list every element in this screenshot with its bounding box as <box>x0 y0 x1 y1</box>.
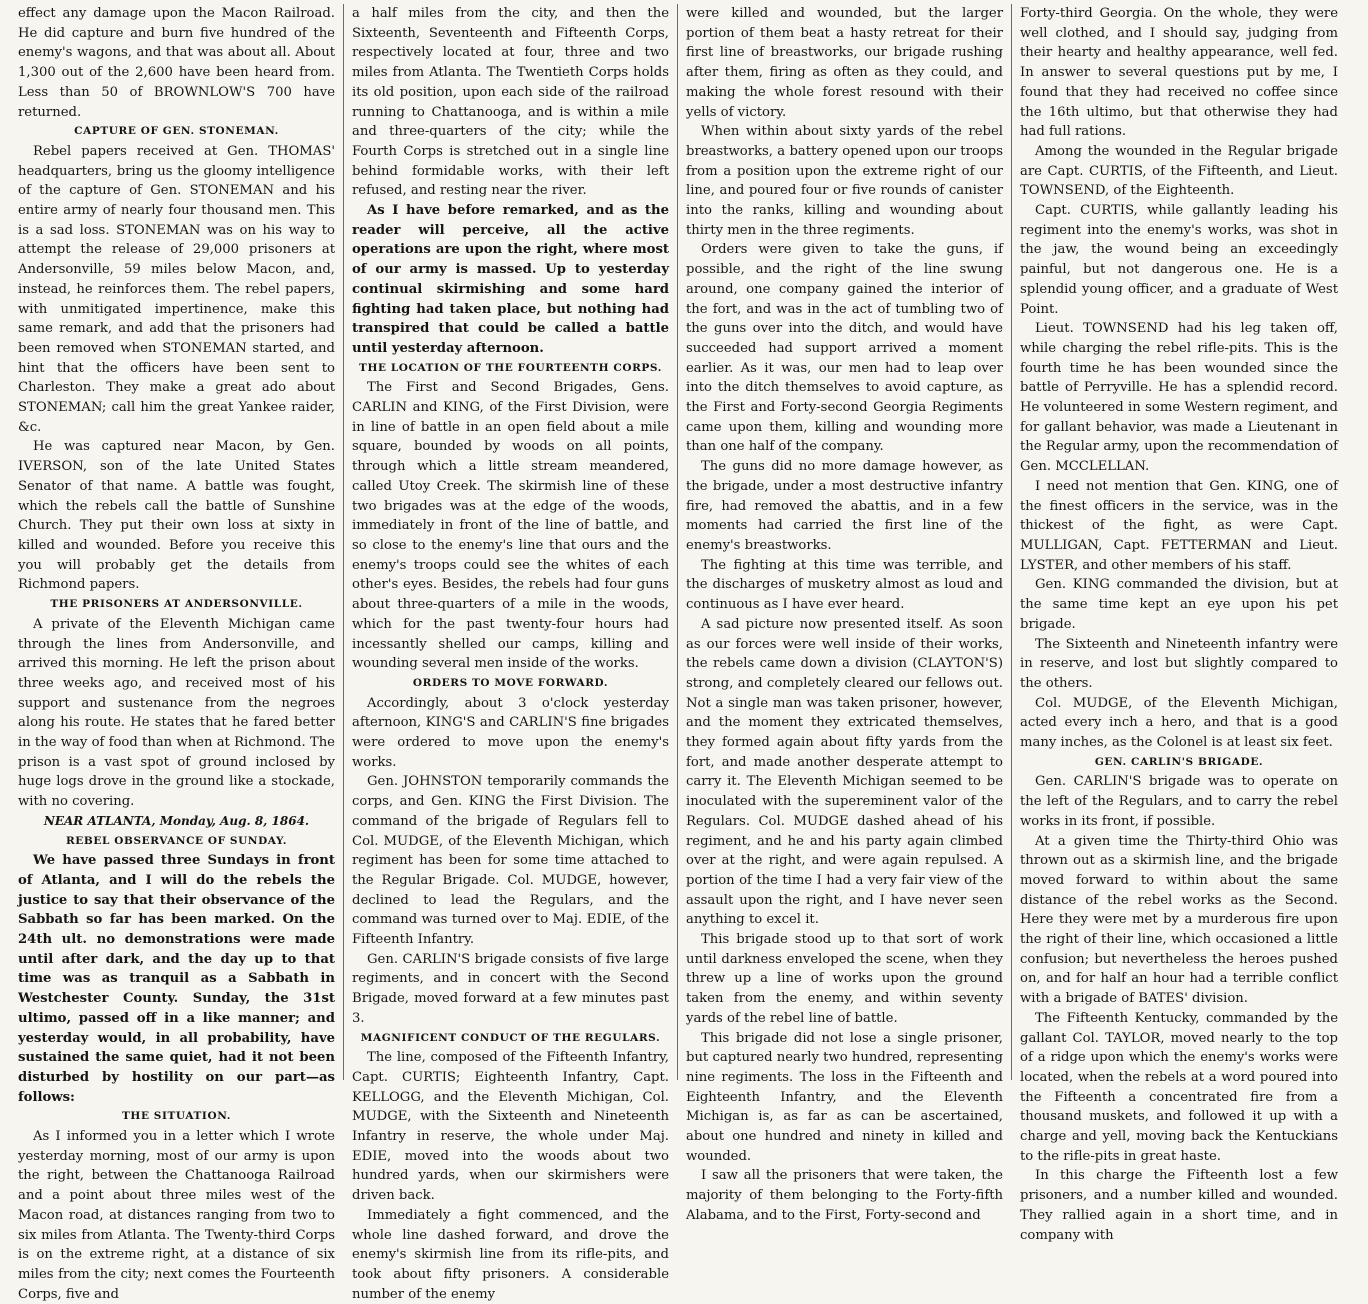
paragraph: Col. MUDGE, of the Eleventh Michigan, acted every inch a hero, and that is a good many inches, as the Colonel is at least six feet. <box>1020 695 1338 751</box>
section-heading: THE PRISONERS AT ANDERSONVILLE. <box>50 598 303 611</box>
paragraph: The guns did no more damage however, as the brigade, under a most destructive infantry fire, had removed the abattis, and in a few moments had carried the first line of the enemy's breastworks. <box>686 459 1003 553</box>
paragraph: The Sixteenth and Nineteenth infantry were in reserve, and lost but slightly compared to the others. <box>1020 636 1338 691</box>
paragraph: Capt. CURTIS, while gallantly leading his regiment into the enemy's works, was shot in the jaw, the wound being an exceedingly painful, but not dangerous one. He is a splendid young officer, and a graduate of West Point. <box>1020 203 1338 317</box>
continued-paragraph: Forty-third Georgia. On the whole, they were well clothed, and I should say, judging from their hearty and healthy appearance, well fed. In answer to several questions put by me, I found that they had received no coffee since the 16th ultimo, but that otherwise they had had full rations. <box>1020 6 1338 140</box>
section-heading: GEN. CARLIN'S BRIGADE. <box>1094 755 1264 768</box>
paragraph: He was captured near Macon, by Gen. IVERSON, son of the late United States Senator of that name. A battle was fought, which the rebels call the battle of Sunshine Church. They put their own loss at sixty in killed and wounded. Before you receive this you will probably get the details from Richmond papers. <box>18 439 335 593</box>
section-heading: ORDERS TO MOVE FORWARD. <box>412 676 609 689</box>
paragraph: The fighting at this time was terrible, and the discharges of musketry almost as loud and continuous as I have ever heard. <box>686 557 1003 613</box>
paragraph: I saw all the prisoners that were taken, the majority of them belonging to the Forty-fifth Alabama, and to the First, Forty-second and <box>686 1168 1003 1223</box>
section-heading: CAPTURE OF GEN. STONEMAN. <box>74 125 279 138</box>
dateline: NEAR ATLANTA, Monday, Aug. 8, 1864. <box>43 813 310 828</box>
section-heading: THE SITUATION. <box>122 1110 231 1123</box>
paragraph: Accordingly, about 3 o'clock yesterday afternoon, KING'S and CARLIN'S fine brigades were ordered to move upon the enemy's works. <box>352 695 669 770</box>
paragraph: Gen. KING commanded the division, but at the same time kept an eye upon his pet brigade. <box>1020 577 1338 632</box>
paragraph: Gen. CARLIN'S brigade was to operate on the left of the Regulars, and to carry the rebel works in its front, if possible. <box>1020 774 1338 829</box>
paragraph: Gen. CARLIN'S brigade consists of five large regiments, and in concert with the Second Brigade, moved forward at a few minutes past 3. <box>352 951 669 1026</box>
paragraph: When within about sixty yards of the rebel breastworks, a battery opened upon our troops from a position upon the extreme right of our line, and poured four or five rounds of canister into the ranks, killing and wounding about thirty men in the three regiments. <box>686 124 1003 238</box>
section-heading: MAGNIFICENT CONDUCT OF THE REGULARS. <box>360 1031 661 1044</box>
paragraph: We have passed three Sundays in front of Atlanta, and I will do the rebels the justice to say that their observance of the Sabbath so far has been marked. On the 24th ult. no demonstrations were made until after dark, and the day up to that time was as tranquil as a Sabbath in Westchester County. Sunday, the 31st ultimo, passed off in a like manner; and yesterday would, in all probability, have sustained the same quiet, had it not been disturbed by hostility on our part—as follows: <box>18 853 335 1105</box>
paragraph: This brigade stood up to that sort of work until darkness enveloped the scene, when they threw up a line of works upon the ground taken from the enemy, and within seventy yards of the rebel line of battle. <box>686 932 1003 1026</box>
section-heading: THE LOCATION OF THE FOURTEENTH CORPS. <box>359 361 662 374</box>
paragraph: Among the wounded in the Regular brigade are Capt. CURTIS, of the Fifteenth, and Lieut. TOWNSEND, of the Eighteenth. <box>1020 143 1338 199</box>
column-2 <box>344 4 678 1302</box>
paragraph: Gen. JOHNSTON temporarily commands the corps, and Gen. KING the First Division. The command of the brigade of Regulars fell to Col. MUDGE, of the Eleventh Michigan, which regiment has been for some time attached to the Regular Brigade. Col. MUDGE, however, declined to lead the Regulars, and the command was turned over to Maj. EDIE, of the Fifteenth Infantry. <box>352 774 669 948</box>
paragraph: I need not mention that Gen. KING, one of the finest officers in the service, was in the thickest of the fight, as were Capt. MULLIGAN, Capt. FETTERMAN and Lieut. LYSTER, and other members of his staff. <box>1020 478 1338 573</box>
paragraph: Rebel papers received at Gen. THOMAS' headquarters, bring us the gloomy intelligence of the capture of Gen. STONEMAN and his entire army of nearly four thousand men. This is a sad loss. STONEMAN was on his way to attempt the release of 29,000 prisoners at Andersonville, 59 miles below Macon, and, instead, he reinforces them. The rebel papers, with unmitigated impertinence, make this same remark, and add that the prisoners had been removed when STONEMAN started, and hint that the officers have been sent to Charleston. They make a great ado about STONEMAN; call him the great Yankee raider, &c. <box>18 143 335 435</box>
paragraph: In this charge the Fifteenth lost a few prisoners, and a number killed and wounded. They rallied again in a short time, and in company with <box>1020 1168 1338 1243</box>
section-heading: REBEL OBSERVANCE OF SUNDAY. <box>65 834 288 847</box>
continued-paragraph: a half miles from the city, and then the Sixteenth, Seventeenth and Fifteenth Corps, respectively located at four, three and two miles from Atlanta. The Twentieth Corps holds its old position, upon each side of the railroad running to Chattanooga, and is within a mile and three-quarters of the city; while the Fourth Corps is stretched out in a single line behind formidable works, with their left refused, and resting near the river. <box>352 6 669 199</box>
paragraph: Immediately a fight commenced, and the whole line dashed forward, and drove the enemy's skirmish line from its rifle-pits, and took about fifty prisoners. A considerable number of the enemy <box>352 1207 669 1302</box>
continued-paragraph: were killed and wounded, but the larger portion of them beat a hasty retreat for their first line of breastworks, our brigade rushing after them, firing as often as they could, and making the whole forest resound with their yells of victory. <box>686 6 1003 120</box>
paragraph: A private of the Eleventh Michigan came through the lines from Andersonville, and arrived this morning. He left the prison about three weeks ago, and received most of his support and sustenance from the negroes along his route. He states that he fared better in the way of food than when at Richmond. The prison is a vast spot of ground inclosed by huge logs drove in the ground like a stockade, with no covering. <box>18 616 335 810</box>
paragraph: The line, composed of the Fifteenth Infantry, Capt. CURTIS; Eighteenth Infantry, Capt. KELLOGG, and the Eleventh Michigan, Col. MUDGE, with the Sixteenth and Nineteenth Infantry in reserve, the whole under Maj. EDIE, moved into the woods about two hundred yards, when our skirmishers were driven back. <box>352 1050 669 1204</box>
paragraph: The First and Second Brigades, Gens. CARLIN and KING, of the First Division, were in line of battle in an open field about a mile square, bounded by woods on all points, through which a little stream meandered, called Utoy Creek. The skirmish line of these two brigades was at the edge of the woods, immediately in front of the line of battle, and so close to the enemy's line that ours and the enemy's troops could see the whites of each other's eyes. Besides, the rebels had four guns about three-quarters of a mile in the woods, which for the past twenty-four hours had incessantly shelled our camps, killing and wounding several men inside of the works. <box>352 380 669 672</box>
paragraph: As I informed you in a letter which I wrote yesterday morning, most of our army is upon the right, between the Chattanooga Railroad and a point about three miles west of the Macon road, at distances ranging from two to six miles from Atlanta. The Twenty-third Corps is on the extreme right, at a distance of six miles from the city; next comes the Fourteenth Corps, five and <box>18 1129 335 1302</box>
paragraph: This brigade did not lose a single prisoner, but captured nearly two hundred, representing nine regiments. The loss in the Fifteenth and Eighteenth Infantry, and the Eleventh Michigan is, as far as can be ascertained, about one hundred and ninety in killed and wounded. <box>686 1030 1003 1164</box>
column-1 <box>10 4 344 1302</box>
continued-paragraph: effect any damage upon the Macon Railroad. He did capture and burn five hundred of the enemy's wagons, and that was about all. About 1,300 out of the 2,600 have been heard from. Less than 50 of BROWNLOW'S 700 have returned. <box>18 6 335 120</box>
paragraph: As I have before remarked, and as the reader will perceive, all the active operations are upon the right, where most of our army is massed. Up to yesterday continual skirmishing and some hard fighting had taken place, but nothing had transpired that could be called a battle until yesterday afternoon. <box>352 203 669 356</box>
paragraph: The Fifteenth Kentucky, commanded by the gallant Col. TAYLOR, moved nearly to the top of a ridge upon which the enemy's works were located, when the rebels at a word poured into the Fifteenth a concentrated fire from a thousand muskets, and followed it up with a charge and yell, moving back the Kentuckians to the rifle-pits in great haste. <box>1020 1010 1338 1164</box>
paragraph: Lieut. TOWNSEND had his leg taken off, while charging the rebel rifle-pits. This is the fourth time he has been wounded since the battle of Perryville. He has a splendid record. He volunteered in some Western regiment, and for gallant behavior, was made a Lieutenant in the Regular army, upon the recommendation of Gen. MCCLELLAN. <box>1020 321 1338 475</box>
column-4 <box>1012 4 1346 1243</box>
paragraph: At a given time the Thirty-third Ohio was thrown out as a skirmish line, and the brigade moved forward to within about the same distance of the rebel works as the Second. Here they were met by a murderous fire upon the right of their line, which occasioned a little confusion; but nevertheless the heroes pushed on, and for half an hour had a terrible conflict with a brigade of BATES' division. <box>1020 833 1338 1007</box>
paragraph: Orders were given to take the guns, if possible, and the right of the line swung around, one company gained the interior of the fort, and was in the act of tumbling two of the guns over into the ditch, and would have succeeded had support arrived a moment earlier. As it was, our men had to leap over into the ditch themselves to avoid capture, as the First and Forty-second Georgia Regiments came upon them, killing and wounding more than one half of the company. <box>686 242 1003 455</box>
paragraph: A sad picture now presented itself. As soon as our forces were well inside of their works, the rebels came down a division (CLAYTON'S) strong, and completely cleared our fellows out. Not a single man was taken prisoner, however, and the moment they extricated themselves, they formed again about fifty yards from the fort, and made another desperate attempt to carry it. The Eleventh Michigan seemed to be inoculated with the supereminent valor of the Regulars. Col. MUDGE dashed ahead of his regiment, and he and his party again climbed over at the right, and were again repulsed. A portion of the time I had a very fair view of the assault upon the right, and I have never seen anything to excel it. <box>686 616 1003 928</box>
column-3 <box>678 4 1012 1223</box>
